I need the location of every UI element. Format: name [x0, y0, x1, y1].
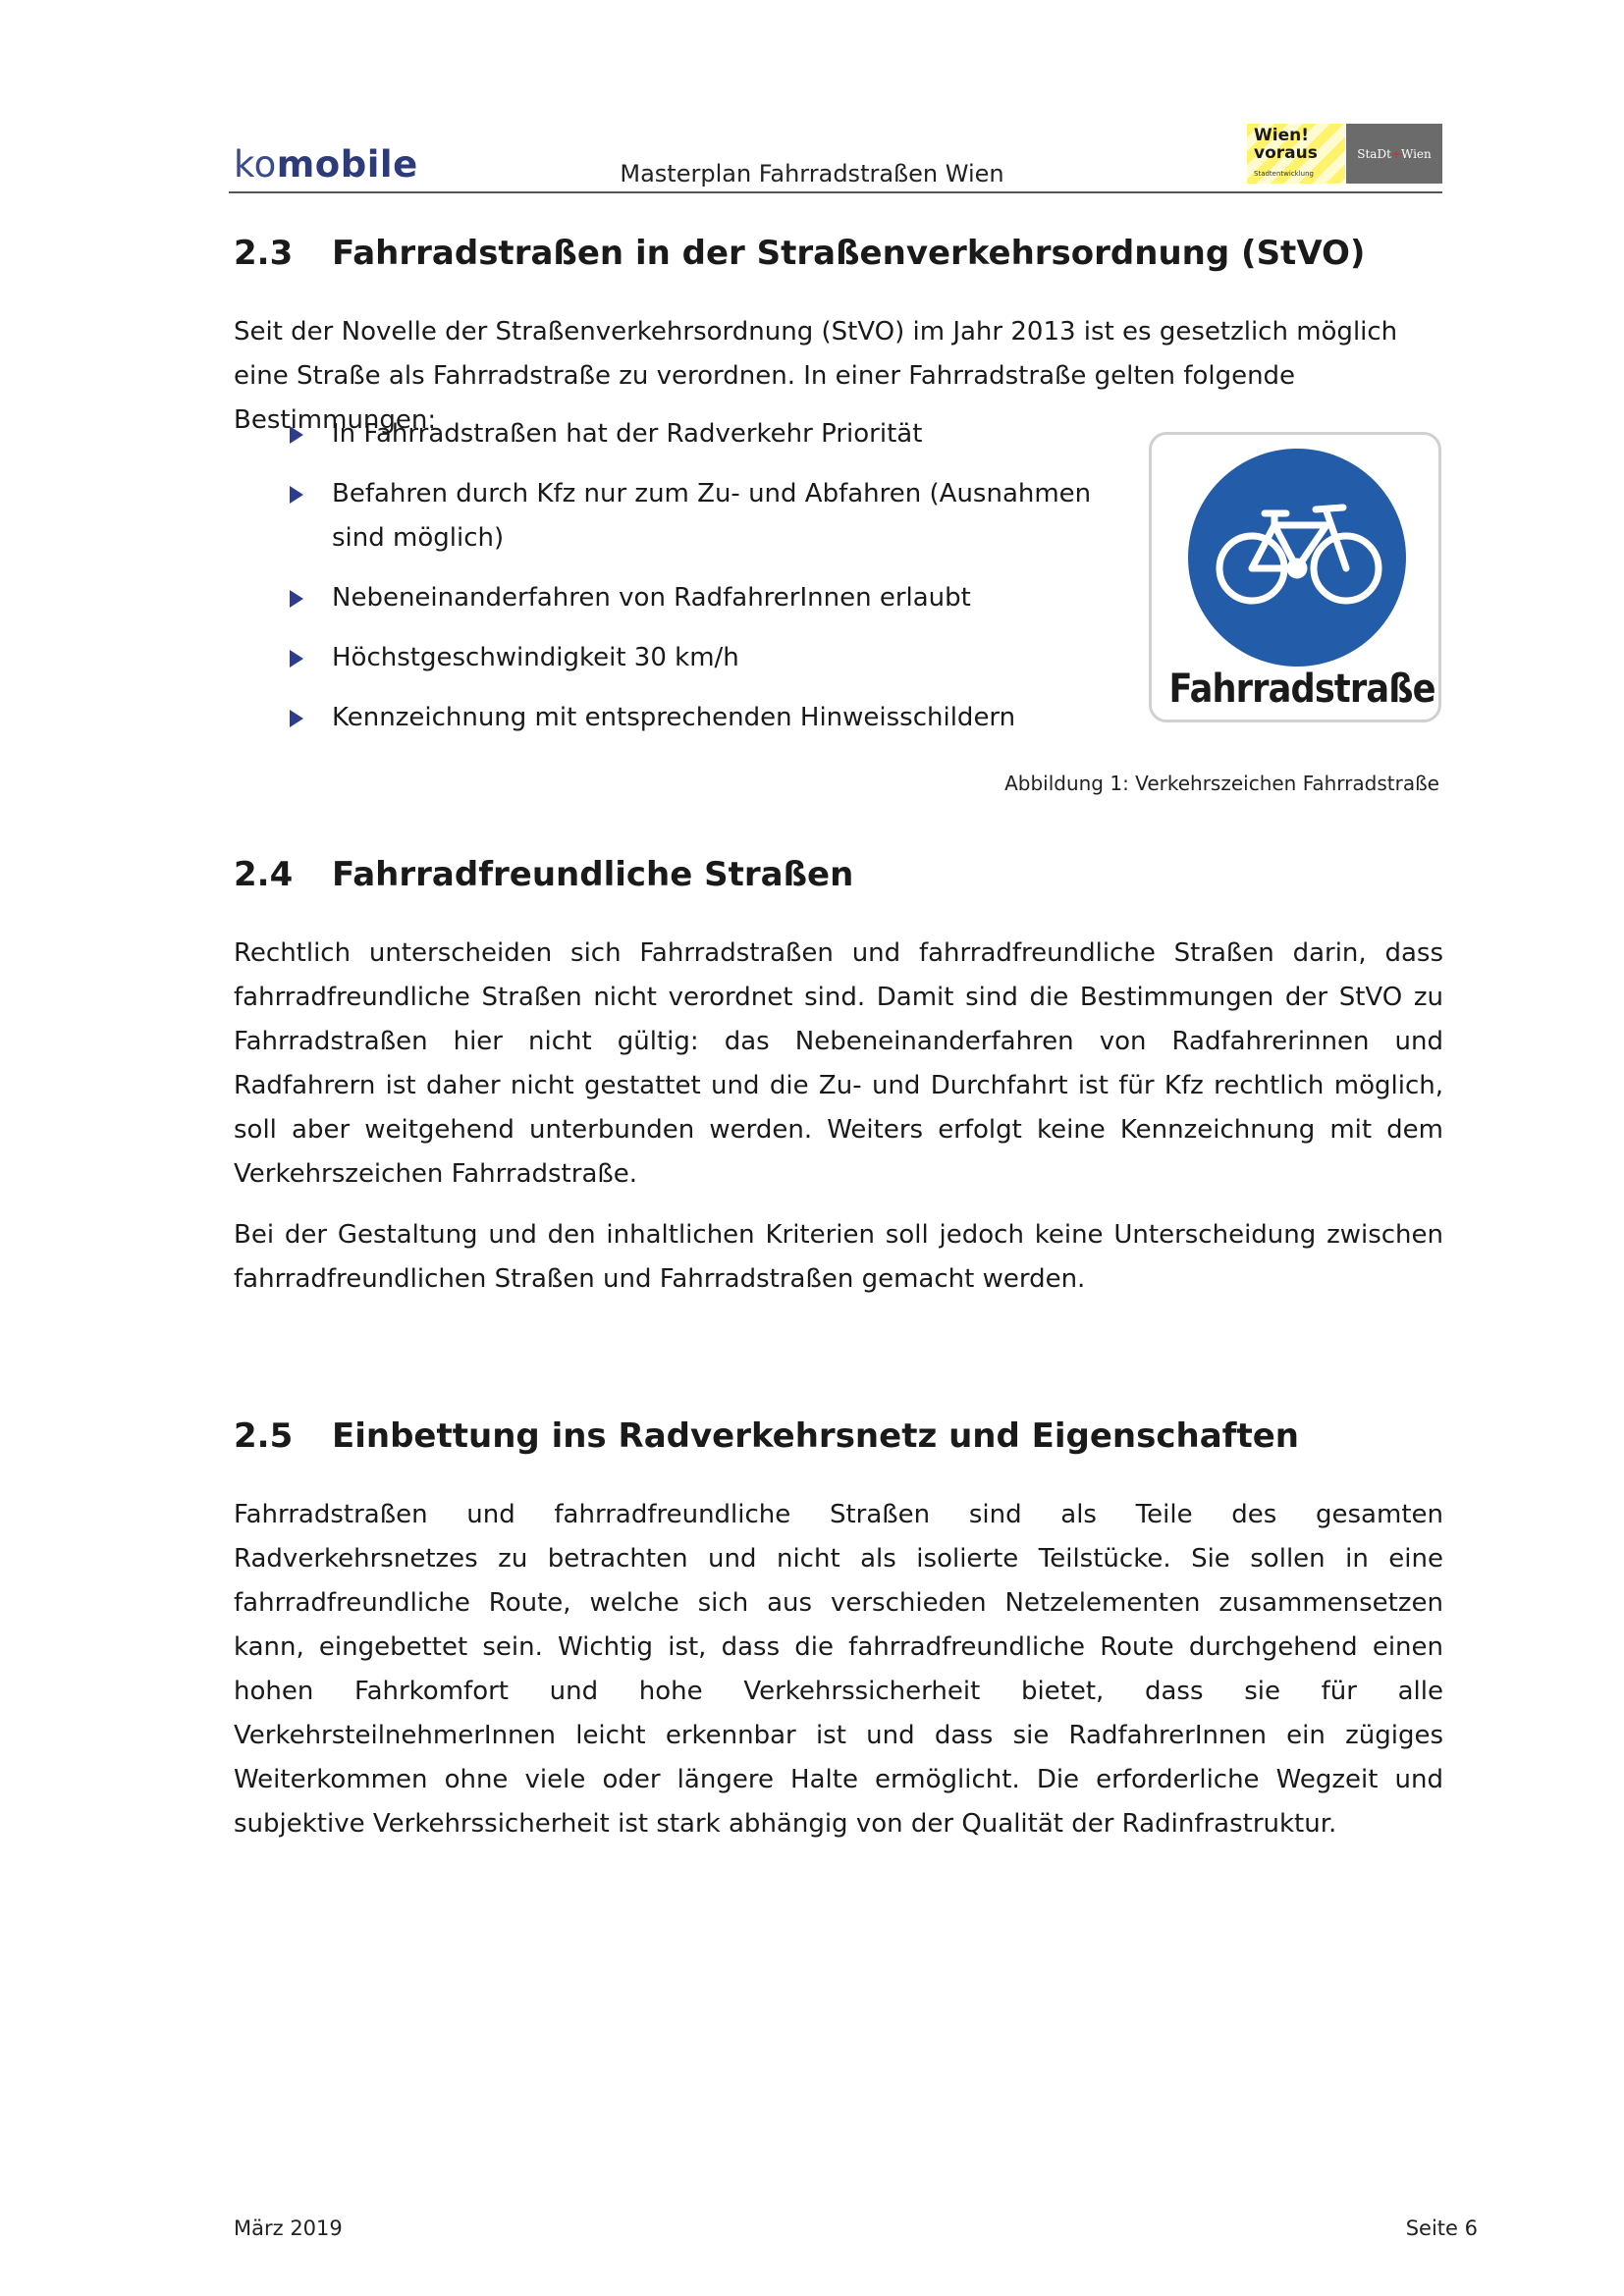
wien-logo-line1: Wien! [1254, 126, 1309, 145]
paragraph-2-5-1: Fahrradstraßen und fahrradfreundliche Straßen sind als Teile des gesamten Radverkehrsnetzes zu betrachten und nicht als isolierte Teilstücke. Sie sollen in eine fahrradfreundliche Route, welche sich aus verschieden Netzelementen zusammensetzen kann, eingebettet sein. Wichtig ist, dass die fahrradfreundliche Route durchgehend einen hohen Fahrkomfort und hohe Verkehrssicherheit bietet, dass sie für alle VerkehrsteilnehmerInnen leicht erkennbar ist und dass sie RadfahrerInnen ein zügiges Weiterkommen ohne viele oder längere Halte ermöglicht. Die erforderliche Wegzeit und subjektive Verkehrssicherheit ist stark abhängig von der Qualität der Radinfrastruktur. [234, 1500, 1443, 1839]
heading-number: 2.5 [234, 1416, 294, 1456]
list-item [285, 696, 1090, 740]
stadt-logo-a: StaDt [1357, 146, 1391, 161]
list-item [285, 412, 1090, 456]
heading-2-3 [234, 234, 1443, 277]
wien-logo-line2: voraus [1254, 143, 1318, 163]
stadt-logo-cross: + [1390, 146, 1401, 161]
intro-paragraph: Seit der Novelle der Straßenverkehrsordnung (StVO) im Jahr 2013 ist es gesetzlich möglich eine Straße als Fahrradstraße zu verordnen. In einer Fahrradstraße gelten folgende Bestimmungen: [234, 317, 1398, 435]
list-item-text: In Fahrradstraßen hat der Radverkehr Priorität [332, 419, 923, 449]
stadt-wien-logo [1346, 124, 1442, 184]
list-item [285, 636, 1090, 680]
footer-date: März 2019 [234, 2216, 343, 2240]
bicycle-icon [1188, 449, 1406, 667]
wien-voraus-logo [1247, 124, 1345, 184]
list-item [285, 472, 1137, 561]
list-item-text: Höchstgeschwindigkeit 30 km/h [332, 643, 739, 672]
heading-2-4 [234, 855, 1443, 898]
paragraph-2-4-2: Bei der Gestaltung und den inhaltlichen Kriterien soll jedoch keine Unterscheidung zwischen fahrradfreundlichen Straßen und Fahrradstraßen gemacht werden. [234, 1220, 1443, 1294]
bullet-list [285, 412, 1090, 756]
heading-number: 2.3 [234, 234, 294, 273]
bullet-triangle-icon [290, 590, 303, 608]
document-title: Masterplan Fahrradstraßen Wien [620, 160, 1004, 187]
list-item-text: Befahren durch Kfz nur zum Zu- und Abfahren (Ausnahmen sind möglich) [332, 479, 1092, 553]
heading-text: Fahrradstraßen in der Straßenverkehrsordnung (StVO) [332, 234, 1366, 273]
bullet-triangle-icon [290, 486, 303, 504]
list-item [285, 576, 1090, 620]
heading-text: Einbettung ins Radverkehrsnetz und Eigenschaften [332, 1416, 1299, 1456]
heading-number: 2.4 [234, 855, 294, 894]
logo-mobile-text: mobile [276, 143, 418, 186]
sign-circle [1188, 449, 1406, 667]
list-item-text: Nebeneinanderfahren von RadfahrerInnen erlaubt [332, 583, 971, 613]
paragraph-2-4-1: Rechtlich unterscheiden sich Fahrradstraßen und fahrradfreundliche Straßen darin, dass fahrradfreundliche Straßen nicht verordnet sind. Damit sind die Bestimmungen der StVO zu Fahrradstraßen hier nicht gültig: das Nebeneinanderfahren von Radfahrerinnen und Radfahrern ist daher nicht gestattet und die Zu- und Durchfahrt ist für Kfz rechtlich möglich, soll aber weitgehend unterbunden werden. Weiters erfolgt keine Kennzeichnung mit dem Verkehrszeichen Fahrradstraße. [234, 938, 1443, 1189]
header-divider [229, 191, 1442, 193]
bullet-triangle-icon [290, 426, 303, 444]
logo-ko-text: ko [234, 143, 277, 186]
bullet-triangle-icon [290, 710, 303, 727]
fahrradstrasse-sign [1149, 432, 1441, 722]
sign-label: Fahrradstraße [1168, 667, 1435, 712]
wien-logo-small: Stadtentwicklung [1254, 170, 1314, 178]
stadt-logo-c: Wien [1400, 146, 1432, 161]
list-item-text: Kennzeichnung mit entsprechenden Hinweisschildern [332, 703, 1016, 732]
heading-text: Fahrradfreundliche Straßen [332, 855, 854, 894]
figure-caption: Abbildung 1: Verkehrszeichen Fahrradstraße [1004, 772, 1439, 795]
footer-page-number: Seite 6 [1405, 2216, 1478, 2240]
heading-2-5 [234, 1416, 1443, 1460]
bullet-triangle-icon [290, 650, 303, 667]
